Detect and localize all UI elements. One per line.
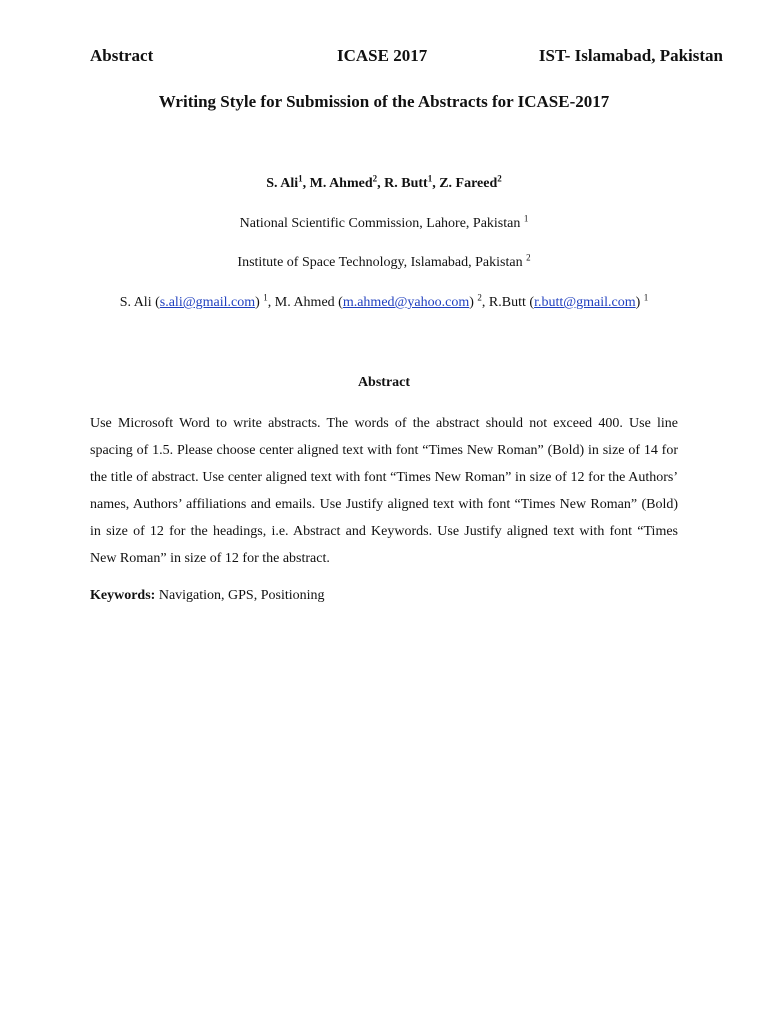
keywords-value: Navigation, GPS, Positioning	[155, 588, 325, 603]
email-sup: 2	[477, 292, 482, 303]
running-header	[90, 46, 723, 68]
email-sup: 1	[263, 292, 268, 303]
keywords-label: Keywords:	[90, 588, 156, 603]
email-link[interactable]: r.butt@gmail.com	[534, 295, 636, 310]
author-name: R. Butt	[384, 176, 428, 191]
affiliation-sup: 1	[523, 213, 529, 224]
author-separator: ,	[302, 176, 310, 191]
email-author-name: S. Ali	[119, 295, 152, 310]
affiliation-text: National Scientific Commission, Lahore, Pakistan	[239, 216, 521, 231]
author-sup: 1	[427, 173, 433, 184]
email-link[interactable]: s.ali@gmail.com	[159, 295, 256, 310]
author-separator: ,	[377, 176, 385, 191]
abstract-heading: Abstract	[357, 375, 411, 390]
header-institution: IST- Islamabad, Pakistan	[538, 46, 723, 65]
author-name: M. Ahmed	[309, 176, 373, 191]
affiliation-1	[0, 213, 768, 232]
author-list	[0, 173, 768, 192]
email-author-name: R.Butt	[488, 295, 526, 310]
author-name: S. Ali	[266, 176, 299, 191]
header-conference: ICASE 2017	[337, 46, 428, 65]
author-name: Z. Fareed	[439, 176, 498, 191]
email-line: S. Ali (s.ali@gmail.com) $^1$, M. Ahmed (m.ahmed@yahoo.com) $^2$, R.Butt (r.butt@gmail.com) $^1$	[119, 292, 649, 310]
email-author-name: M. Ahmed	[274, 295, 335, 310]
affiliation-sup: 2	[526, 252, 531, 263]
affiliation-2	[0, 252, 768, 271]
email-link[interactable]: m.ahmed@yahoo.com	[342, 295, 470, 310]
paper-title: Writing Style for Submission of the Abstracts for ICASE-2017	[158, 92, 610, 111]
author-sup: 2	[372, 173, 378, 184]
header-left: Abstract	[90, 46, 154, 65]
author-sup: 1	[298, 173, 303, 184]
author-sup: 2	[497, 173, 502, 184]
email-sup: 1	[643, 292, 649, 303]
author-separator: ,	[432, 176, 440, 191]
affiliation-text: Institute of Space Technology, Islamabad, Pakistan	[237, 255, 523, 270]
abstract-body: Use Microsoft Word to write abstracts. The words of the abstract should not exceed 400. Use line spacing of 1.5. Please choose center aligned text with font “Times New Roman” (Bold) in size of 14 for the title of abstract. Use center aligned text with font “Times New Roman” in size of 12 for the Authors’ names, Authors’ affiliations and emails. Use Justify aligned text with font “Times New Roman” (Bold) in size of 12 for the headings, i.e. Abstract and Keywords. Use Justify aligned text with font “Times New Roman” in size of 12 for the abstract.	[90, 416, 678, 566]
keywords-line	[90, 588, 678, 604]
